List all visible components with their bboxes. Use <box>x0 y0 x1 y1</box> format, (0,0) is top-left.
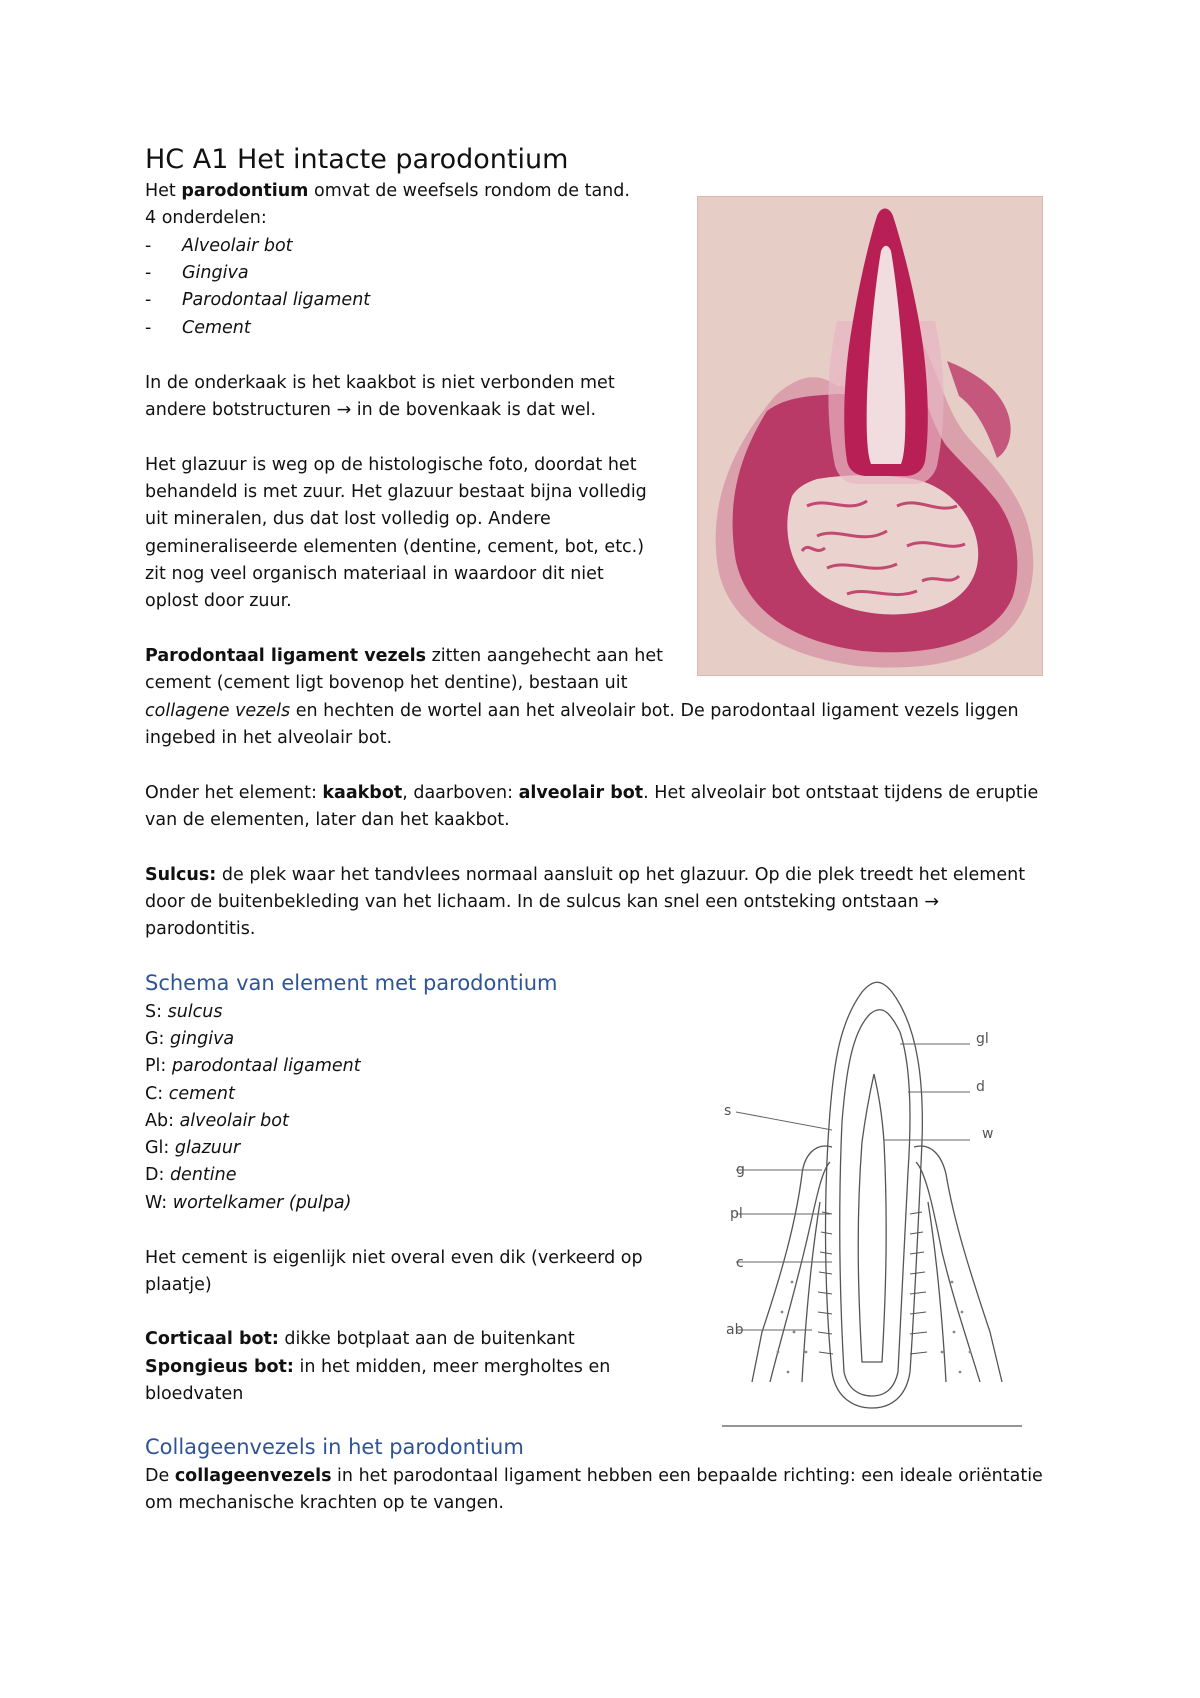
paragraph-line: parodontitis. <box>145 919 256 939</box>
diagram-label-s: s <box>724 1103 732 1119</box>
diagram-label-ab: ab <box>726 1322 744 1338</box>
legend-item: C: cement <box>145 1084 235 1104</box>
paragraph-line: ingebed in het alveolair bot. <box>145 728 393 748</box>
diagram-label-w: w <box>982 1126 994 1142</box>
legend-item: Pl: parodontaal ligament <box>145 1056 361 1076</box>
paragraph-line: door de buitenbekleding van het lichaam. In de sulcus kan snel een ontsteking ontstaan → <box>145 892 940 912</box>
paragraph-line: van de elementen, later dan het kaakbot. <box>145 810 510 830</box>
paragraph-line: uit mineralen, dus dat lost volledig op. Andere <box>145 509 551 529</box>
intro-line: Het parodontium omvat de weefsels rondom de tand. <box>145 181 630 201</box>
legend-item: Gl: glazuur <box>145 1138 241 1158</box>
list-item: - Parodontaal ligament <box>145 290 371 310</box>
paragraph-line: gemineraliseerde elementen (dentine, cement, bot, etc.) <box>145 537 645 557</box>
histology-photo <box>697 196 1043 676</box>
section-heading-schema: Schema van element met parodontium <box>145 971 558 995</box>
paragraph-line: Het glazuur is weg op de histologische foto, doordat het <box>145 455 637 475</box>
paragraph-line: collagene vezels en hechten de wortel aan het alveolair bot. De parodontaal ligament vezels liggen <box>145 701 1019 721</box>
paragraph-line: andere botstructuren → in de bovenkaak is dat wel. <box>145 400 597 420</box>
tooth-schematic <box>722 952 1022 1428</box>
diagram-label-gl: gl <box>976 1031 989 1047</box>
legend-item: G: gingiva <box>145 1029 235 1049</box>
paragraph-line: De collageenvezels in het parodontaal ligament hebben een bepaalde richting: een ideale oriëntatie <box>145 1466 1043 1486</box>
paragraph-line: Spongieus bot: in het midden, meer mergholtes en <box>145 1357 611 1377</box>
section-heading-collageen: Collageenvezels in het parodontium <box>145 1435 524 1459</box>
list-item: - Alveolair bot <box>145 236 293 256</box>
diagram-label-g: g <box>736 1162 745 1178</box>
paragraph-line: plaatje) <box>145 1275 212 1295</box>
paragraph-line: oplost door zuur. <box>145 591 292 611</box>
intro-count: 4 onderdelen: <box>145 208 267 228</box>
legend-item: D: dentine <box>145 1165 237 1185</box>
paragraph-line: zit nog veel organisch materiaal in waardoor dit niet <box>145 564 604 584</box>
legend-item: Ab: alveolair bot <box>145 1111 289 1131</box>
paragraph-line: behandeld is met zuur. Het glazuur bestaat bijna volledig <box>145 482 647 502</box>
list-item: - Cement <box>145 318 251 338</box>
diagram-label-pl: pl <box>730 1206 743 1222</box>
paragraph-line: Het cement is eigenlijk niet overal even dik (verkeerd op <box>145 1248 643 1268</box>
legend-item: S: sulcus <box>145 1002 223 1022</box>
paragraph-line: In de onderkaak is het kaakbot is niet verbonden met <box>145 373 615 393</box>
paragraph-line: Parodontaal ligament vezels zitten aangehecht aan het <box>145 646 663 666</box>
paragraph-line: bloedvaten <box>145 1384 244 1404</box>
paragraph-line: cement (cement ligt bovenop het dentine), bestaan uit <box>145 673 628 693</box>
diagram-label-d: d <box>976 1079 985 1095</box>
diagram-label-c: c <box>736 1255 744 1271</box>
page-title: HC A1 Het intacte parodontium <box>145 144 569 175</box>
paragraph-line: Onder het element: kaakbot, daarboven: alveolair bot. Het alveolair bot ontstaat tijdens de eruptie <box>145 783 1039 803</box>
paragraph-line: om mechanische krachten op te vangen. <box>145 1493 504 1513</box>
paragraph-line: Sulcus: de plek waar het tandvlees normaal aansluit op het glazuur. Op die plek treedt het element <box>145 865 1026 885</box>
list-item: - Gingiva <box>145 263 249 283</box>
paragraph-line: Corticaal bot: dikke botplaat aan de buitenkant <box>145 1329 575 1349</box>
legend-item: W: wortelkamer (pulpa) <box>145 1193 352 1213</box>
